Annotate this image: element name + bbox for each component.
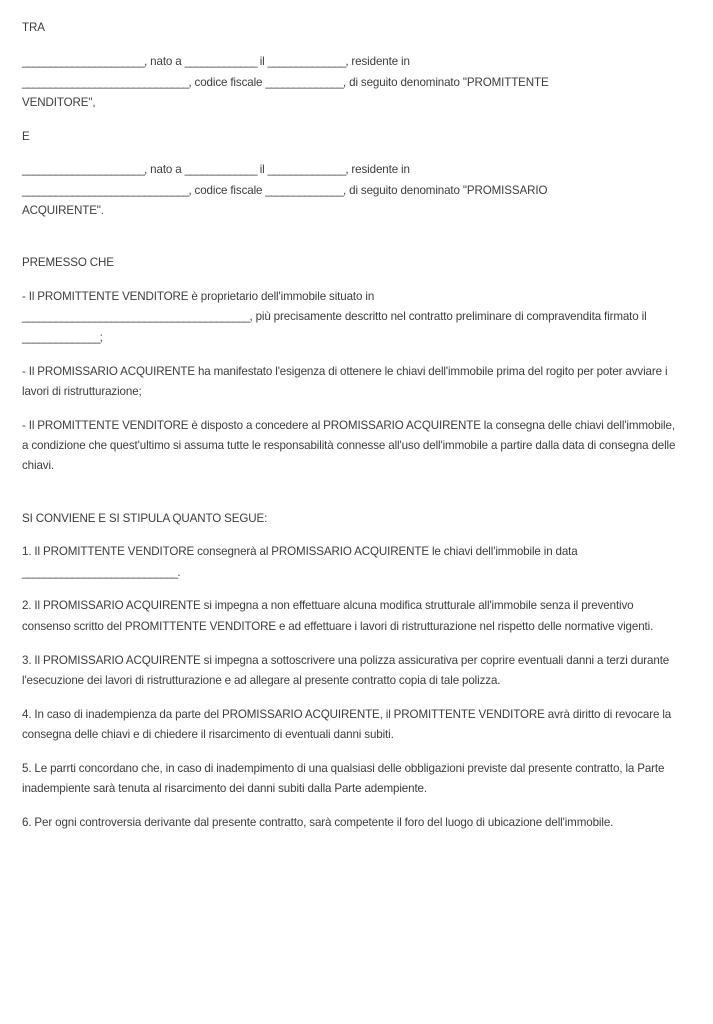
seller-residence-blank: ______________________________	[22, 75, 189, 89]
seller-born-on-label: il	[256, 55, 268, 69]
recital-1-text-c: ;	[99, 330, 103, 344]
recital-3: - Il PROMITTENTE VENDITORE è disposto a concedere al PROMISSARIO ACQUIRENTE la consegna delle chiavi dell'immobile, a condizione che quest'ultimo si assuma tutte le responsabilità connesse all'uso dell'immobile a partire dalla data di consegna delle chiavi.	[22, 418, 676, 473]
recital-1-text-a: - Il PROMITTENTE VENDITORE è proprietario dell'immobile situato in	[22, 290, 375, 304]
spacer	[22, 477, 682, 509]
seller-name-blank: ______________________	[22, 55, 145, 69]
buyer-born-on-label: il	[256, 163, 268, 177]
property-address-blank: _________________________________________	[22, 310, 250, 324]
clause-5: 5. Le parrti concordano che, in caso di inadempimento di una qualsiasi delle obbligazioni previste dal presente contratto, la Parte inadempiente sarà tenuta al risarcimento dei danni subiti dalla Parte adempiente.	[22, 761, 665, 796]
heading-premesso-che: PREMESSO CHE	[22, 256, 114, 270]
seller-denomination-close: VENDITORE",	[22, 95, 96, 109]
spacer	[22, 38, 682, 52]
buyer-party-block	[22, 160, 682, 221]
seller-taxcode-blank: ______________	[265, 75, 344, 89]
clause-1-period: .	[177, 565, 181, 579]
buyer-birthdate-blank: ______________	[267, 163, 346, 177]
heading-e: E	[22, 129, 30, 143]
buyer-residence-blank: ______________________________	[22, 183, 189, 197]
seller-birthdate-blank: ______________	[267, 55, 346, 69]
clause-1-text: 1. Il PROMITTENTE VENDITORE consegnerà al PROMISSARIO ACQUIRENTE le chiavi dell'immobile in data	[22, 545, 578, 559]
clause-1	[22, 542, 682, 583]
buyer-denomination-close: ACQUIRENTE".	[22, 204, 104, 218]
seller-residence-label: , residente in	[345, 55, 410, 69]
seller-born-in-label: , nato a	[144, 55, 185, 69]
seller-birthplace-blank: _____________	[184, 55, 257, 69]
recital-1	[22, 287, 682, 348]
key-delivery-date-blank: ____________________________	[22, 565, 178, 579]
clause-3: 3. Il PROMISSARIO ACQUIRENTE si impegna a sottoscrivere una polizza assicurativa per coprire eventuali danni a terzi durante l'esecuzione dei lavori di ristrutturazione e ad allegare al presente contratto copia di tale polizza.	[22, 653, 670, 687]
buyer-taxcode-blank: ______________	[265, 183, 344, 197]
clause-4: 4. In caso di inadempienza da parte del PROMISSARIO ACQUIRENTE, il PROMITTENTE VENDITORE avrà diritto di revocare la consegna delle chiavi e di chiedere il risarcimento di eventuali danni subiti.	[22, 707, 672, 741]
buyer-name-blank: ______________________	[22, 163, 145, 177]
seller-taxcode-label: , codice fiscale	[188, 75, 266, 89]
buyer-taxcode-label: , codice fiscale	[188, 183, 266, 197]
document-body	[22, 18, 682, 833]
clause-6: 6. Per ogni controversia derivante dal presente contratto, sarà competente il foro del luogo di ubicazione dell'immobile.	[22, 815, 614, 829]
preliminary-contract-date-blank: ______________	[22, 330, 100, 344]
buyer-born-in-label: , nato a	[144, 163, 185, 177]
recital-2: - Il PROMISSARIO ACQUIRENTE ha manifestato l'esigenza di ottenere le chiavi dell'immobile prima del rogito per poter avviare i lavori di ristrutturazione;	[22, 364, 668, 398]
seller-party-block	[22, 52, 682, 113]
recital-1-text-b: , più precisamente descritto nel contratto preliminare di compravendita firmato il	[249, 310, 647, 324]
heading-si-conviene: SI CONVIENE E SI STIPULA QUANTO SEGUE:	[22, 511, 268, 525]
heading-tra: TRA	[22, 21, 45, 34]
spacer	[22, 221, 682, 253]
buyer-denomination-label: , di seguito denominato "PROMISSARIO	[343, 183, 548, 197]
clause-2: 2. Il PROMISSARIO ACQUIRENTE si impegna a non effettuare alcuna modifica strutturale all'immobile senza il preventivo consenso scritto del PROMITTENTE VENDITORE e ad effettuare i lavori di ristrutturazione nel rispetto delle normative vigenti.	[22, 599, 654, 633]
buyer-residence-label: , residente in	[345, 163, 410, 177]
seller-denomination-label: , di seguito denominato "PROMITTENTE	[343, 75, 549, 89]
buyer-birthplace-blank: _____________	[184, 163, 257, 177]
